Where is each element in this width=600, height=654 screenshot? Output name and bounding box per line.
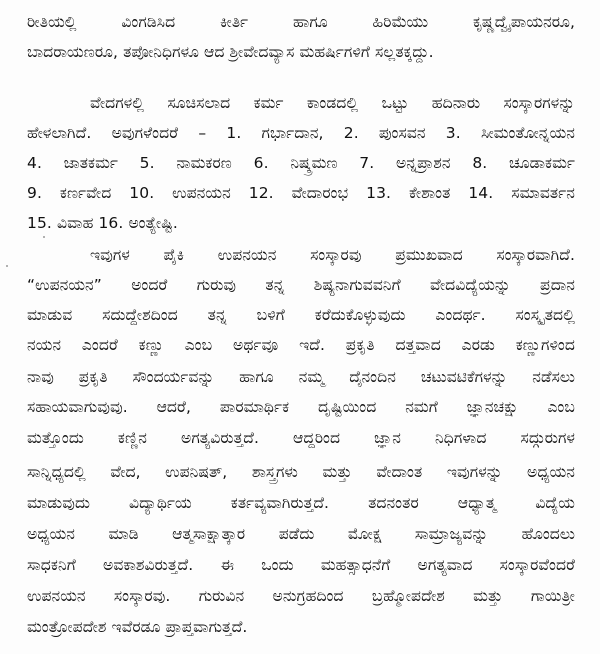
- paragraph-2-line-2: ಮಾಡುವ ಸದುದ್ದೇಶದಿಂದ ತನ್ನ ಬಳಿಗೆ ಕರೆದುಕೊಳ್ಳುವುದು ಎಂದರ್ಥ. ಸಂಸ್ಕೃತದಲ್ಲಿ: [27, 306, 575, 324]
- paragraph-1-line-3: 9. ಕರ್ಣವೇದ 10. ಉಪನಯನ 12. ವೇದಾರಂಭ 13. ಕೇಶಾಂತ 14. ಸಮಾವರ್ತನ: [27, 184, 575, 202]
- paragraph-2-line-8: ಮಾಡುವುದು ವಿದ್ಯಾರ್ಥಿಯ ಕರ್ತವ್ಯವಾಗಿರುತ್ತದೆ. ತದನಂತರ ಆಧ್ಯಾತ್ಮ ವಿದ್ಯೆಯ: [27, 494, 575, 512]
- paragraph-1-line-2: 4. ಜಾತಕರ್ಮ 5. ನಾಮಕರಣ 6. ನಿಷ್ಕ್ರಮಣ 7. ಅನ್ನಪ್ರಾಶನ 8. ಚೂಡಾಕರ್ಮ: [27, 154, 575, 172]
- scan-artifact-dot: [43, 236, 45, 238]
- paragraph-1-line-0: ವೇದಗಳಲ್ಲಿ ಸೂಚಿಸಲಾದ ಕರ್ಮ ಕಾಂಡದಲ್ಲಿ ಒಟ್ಟು ಹದಿನಾರು ಸಂಸ್ಕಾರಗಳನ್ನು: [90, 94, 575, 112]
- paragraph-2-line-12: ಮಂತ್ರೋಪದೇಶ ಇವೆರಡೂ ಪ್ರಾಪ್ತವಾಗುತ್ತದೆ.: [27, 618, 248, 636]
- paragraph-1-line-4: 15. ವಿವಾಹ 16. ಅಂತ್ಯೇಷ್ಟಿ.: [27, 214, 178, 232]
- paragraph-0-line-1: ಬಾದರಾಯಣರೂ, ತಪೋನಿಧಿಗಳೂ ಆದ ಶ್ರೀವೇದವ್ಯಾಸ ಮಹರ್ಷಿಗಳಿಗೆ ಸಲ್ಲತಕ್ಕದ್ದು.: [27, 43, 434, 61]
- paragraph-2-line-11: ಉಪನಯನ ಸಂಸ್ಕಾರವು. ಗುರುವಿನ ಅನುಗ್ರಹದಿಂದ ಬ್ರಹ್ಮೋಪದೇಶ ಮತ್ತು ಗಾಯಿತ್ರೀ: [27, 587, 575, 605]
- paragraph-1-line-1: ಹೇಳಲಾಗಿದೆ. ಅವುಗಳೆಂದರೆ – 1. ಗರ್ಭಾದಾನ, 2. ಪುಂಸವನ 3. ಸೀಮಂತೋನ್ನಯನ: [27, 124, 575, 142]
- paragraph-2-line-1: “ಉಪನಯನ” ಅಂದರೆ ಗುರುವು ತನ್ನ ಶಿಷ್ಯನಾಗುವವನಿಗೆ ವೇದವಿದ್ಯೆಯನ್ನು ಪ್ರದಾನ: [27, 276, 575, 294]
- paragraph-0-line-0: ರೀತಿಯಲ್ಲಿ ವಿಂಗಡಿಸಿದ ಕೀರ್ತಿ ಹಾಗೂ ಹಿರಿಮೆಯು ಕೃಷ್ಣದ್ವೈಪಾಯನರೂ,: [27, 13, 575, 31]
- paragraph-2-line-10: ಸಾಧಕನಿಗೆ ಅವಕಾಶವಿರುತ್ತದೆ. ಈ ಒಂದು ಮಹತ್ಸಾಧನೆಗೆ ಅಗತ್ಯವಾದ ಸಂಸ್ಕಾರವೆಂದರೆ: [27, 556, 575, 574]
- paragraph-2-line-5: ಸಹಾಯವಾಗುವುವು. ಆದರೆ, ಪಾರಮಾರ್ಥಿಕ ದೃಷ್ಟಿಯಿಂದ ನಮಗೆ ಜ್ಞಾನಚಕ್ಷು ಎಂಬ: [27, 398, 575, 416]
- paragraph-2-line-3: ನಯನ ಎಂದರೆ ಕಣ್ಣು ಎಂಬ ಅರ್ಥವೂ ಇದೆ. ಪ್ರಕೃತಿ ದತ್ತವಾದ ಎರಡು ಕಣ್ಣುಗಳಿಂದ: [27, 336, 575, 354]
- scan-artifact-dot: [6, 265, 8, 267]
- paragraph-2-line-4: ನಾವು ಪ್ರಕೃತಿ ಸೌಂದರ್ಯವನ್ನು ಹಾಗೂ ನಮ್ಮ ದೈನಂದಿನ ಚಟುವಟಿಕೆಗಳನ್ನು ನಡೆಸಲು: [27, 368, 575, 386]
- paragraph-2-line-6: ಮತ್ತೊಂದು ಕಣ್ಣಿನ ಅಗತ್ಯವಿರುತ್ತದೆ. ಆದ್ದರಿಂದ ಜ್ಞಾನ ನಿಧಿಗಳಾದ ಸದ್ಗುರುಗಳ: [27, 429, 575, 447]
- paragraph-2-line-7: ಸಾನ್ನಿಧ್ಯದಲ್ಲಿ ವೇದ, ಉಪನಿಷತ್, ಶಾಸ್ತ್ರಗಳು ಮತ್ತು ವೇದಾಂತ ಇವುಗಳನ್ನು ಅಧ್ಯಯನ: [27, 463, 575, 481]
- paragraph-2-line-9: ಅಧ್ಯಯನ ಮಾಡಿ ಆತ್ಮಸಾಕ್ಷಾತ್ಕಾರ ಪಡೆದು ಮೋಕ್ಷ ಸಾಮ್ರಾಜ್ಯವನ್ನು ಹೊಂದಲು: [27, 525, 575, 543]
- paragraph-2-line-0: ಇವುಗಳ ಪೈಕಿ ಉಪನಯನ ಸಂಸ್ಕಾರವು ಪ್ರಮುಖವಾದ ಸಂಸ್ಕಾರವಾಗಿದೆ.: [90, 246, 575, 264]
